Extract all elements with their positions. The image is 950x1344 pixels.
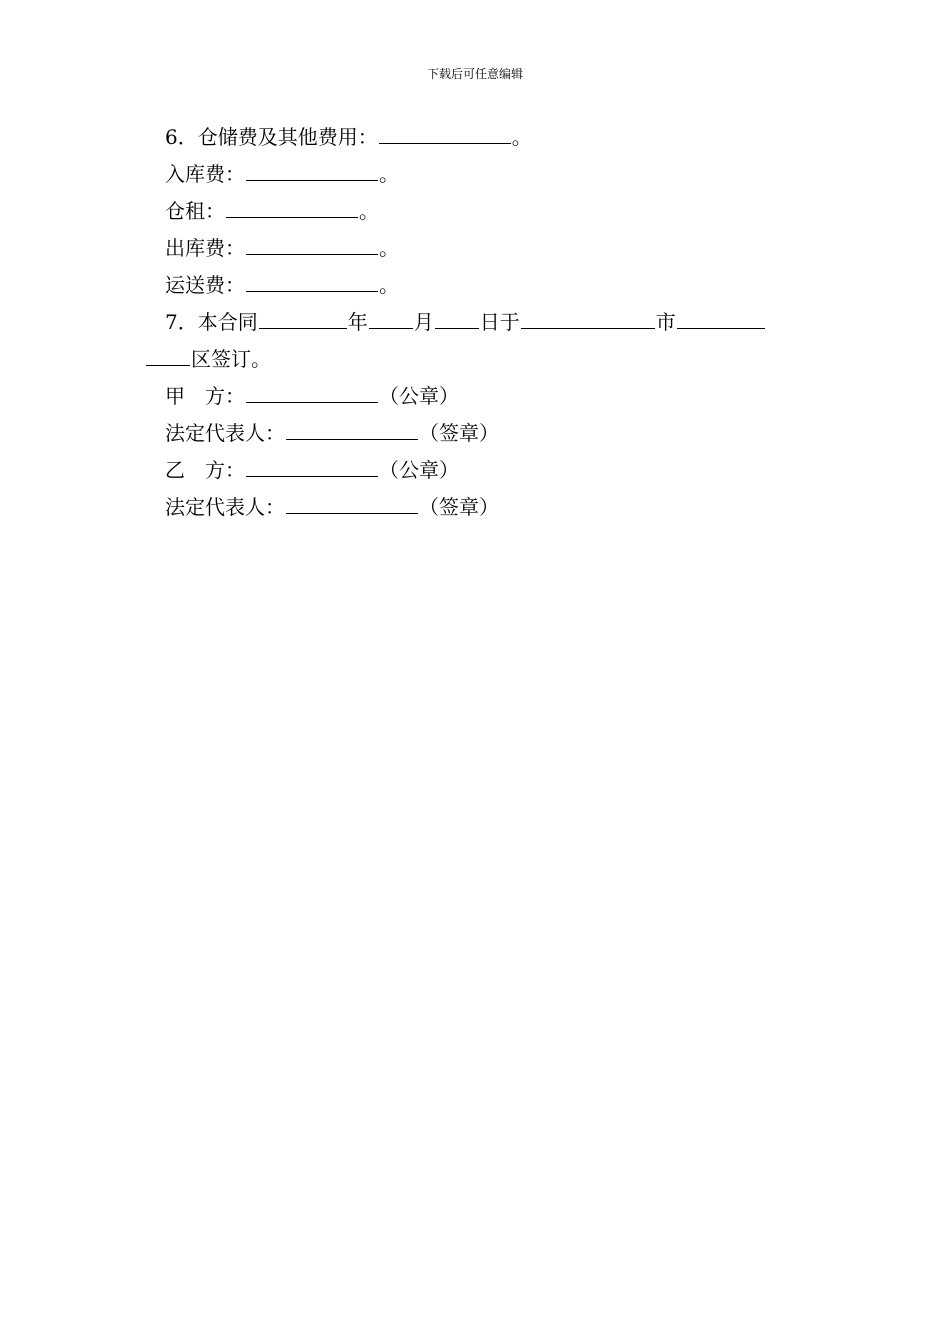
party-a-label: 甲 方： — [165, 384, 245, 408]
day-blank[interactable] — [435, 303, 479, 329]
party-b-line — [145, 451, 810, 488]
transport-fee-blank[interactable] — [246, 266, 378, 292]
transport-fee-line — [145, 266, 810, 303]
party-b-legal-rep-blank[interactable] — [286, 488, 418, 514]
day-at-label: 日于 — [479, 310, 520, 334]
party-a-legal-rep-line — [145, 414, 810, 451]
official-seal-label: （公章） — [379, 384, 459, 408]
page-header-note: 下载后可任意编辑 — [426, 67, 523, 81]
party-b-legal-rep-line — [145, 488, 810, 525]
period: 。 — [379, 273, 399, 297]
item-6-line — [145, 118, 810, 155]
entry-fee-label: 入库费： — [165, 162, 245, 186]
official-seal-label: （公章） — [379, 458, 459, 482]
item-7-continuation-line — [145, 340, 810, 377]
item-7-line — [145, 303, 810, 340]
party-a-line — [145, 377, 810, 414]
rent-blank[interactable] — [226, 192, 358, 218]
signature-seal-label: （签章） — [419, 495, 499, 519]
item-7-prefix: 7．本合同 — [165, 310, 258, 334]
exit-fee-label: 出库费： — [165, 236, 245, 260]
party-b-blank[interactable] — [246, 451, 378, 477]
storage-fee-blank[interactable] — [379, 118, 511, 144]
entry-fee-blank[interactable] — [246, 155, 378, 181]
legal-rep-label: 法定代表人： — [165, 421, 285, 445]
transport-fee-label: 运送费： — [165, 273, 245, 297]
rent-label: 仓租： — [165, 199, 225, 223]
party-a-legal-rep-blank[interactable] — [286, 414, 418, 440]
city-label: 市 — [655, 310, 676, 334]
exit-fee-line — [145, 229, 810, 266]
year-label: 年 — [347, 310, 368, 334]
period: 。 — [379, 162, 399, 186]
item-6-label: 6．仓储费及其他费用： — [165, 125, 378, 149]
district-blank-end[interactable] — [146, 340, 190, 366]
month-label: 月 — [413, 310, 434, 334]
district-signed-label: 区签订。 — [191, 347, 271, 371]
legal-rep-label: 法定代表人： — [165, 495, 285, 519]
document-body — [145, 118, 810, 525]
rent-line — [145, 192, 810, 229]
exit-fee-blank[interactable] — [246, 229, 378, 255]
year-blank[interactable] — [259, 303, 347, 329]
city-blank[interactable] — [521, 303, 655, 329]
period: 。 — [379, 236, 399, 260]
district-blank-start[interactable] — [677, 303, 765, 329]
month-blank[interactable] — [369, 303, 413, 329]
period: 。 — [511, 125, 532, 149]
period: 。 — [359, 199, 379, 223]
entry-fee-line — [145, 155, 810, 192]
party-a-blank[interactable] — [246, 377, 378, 403]
party-b-label: 乙 方： — [165, 458, 245, 482]
signature-seal-label: （签章） — [419, 421, 499, 445]
